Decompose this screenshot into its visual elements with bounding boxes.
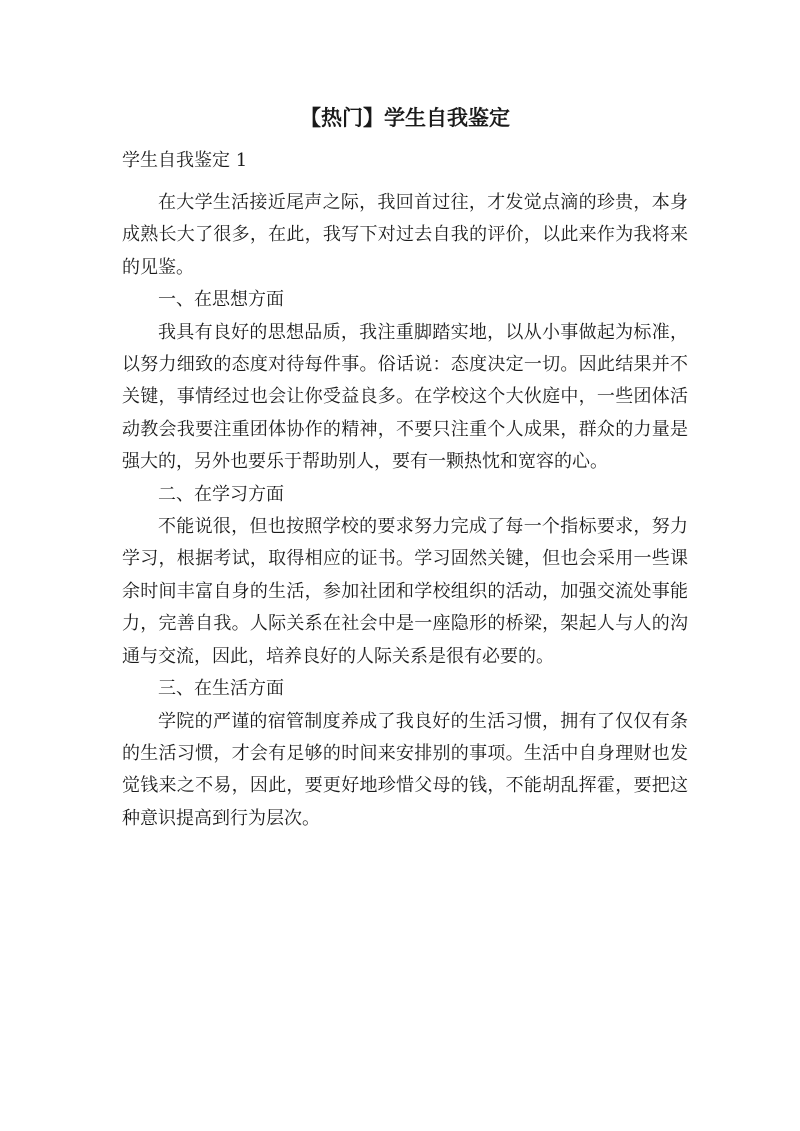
section-paragraph-thought: 我具有良好的思想品质，我注重脚踏实地，以从小事做起为标准，以努力细致的态度对待每件事。俗话说：态度决定一切。因此结果并不关键，事情经过也会让你受益良多。在学校这个大伙庭中，一些团体活动教会我要注重团体协作的精神，不要只注重个人成果，群众的力量是强大的，另外也要乐于帮助别人，要有一颗热忱和宽容的心。 xyxy=(122,321,688,473)
document-subtitle: 学生自我鉴定 1 xyxy=(122,150,248,171)
section-paragraph-life: 学院的严谨的宿管制度养成了我良好的生活习惯，拥有了仅仅有条的生活习惯，才会有足够的时间来安排别的事项。生活中自身理财也发觉钱来之不易，因此，要更好地珍惜父母的钱，不能胡乱挥霍，要把这种意识提高到行为层次。 xyxy=(122,710,688,829)
section-heading-life: 三、在生活方面 xyxy=(158,678,284,700)
document-body xyxy=(122,187,688,835)
section-heading-study: 二、在学习方面 xyxy=(158,483,284,505)
section-paragraph-study: 不能说很，但也按照学校的要求努力完成了每一个指标要求，努力学习，根据考试，取得相应的证书。学习固然关键，但也会采用一些课余时间丰富自身的生活，参加社团和学校组织的活动，加强交流处事能力，完善自我。人际关系在社会中是一座隐形的桥梁，架起人与人的沟通与交流，因此，培养良好的人际关系是很有必要的。 xyxy=(122,516,688,667)
section-heading-thought: 一、在思想方面 xyxy=(158,289,284,311)
intro-paragraph: 在大学生活接近尾声之际，我回首过往，才发觉点滴的珍贵，本身成熟长大了很多，在此，我写下对过去自我的评价，以此来作为我将来的见鉴。 xyxy=(122,192,688,278)
document-title: 【热门】学生自我鉴定 xyxy=(300,105,510,130)
